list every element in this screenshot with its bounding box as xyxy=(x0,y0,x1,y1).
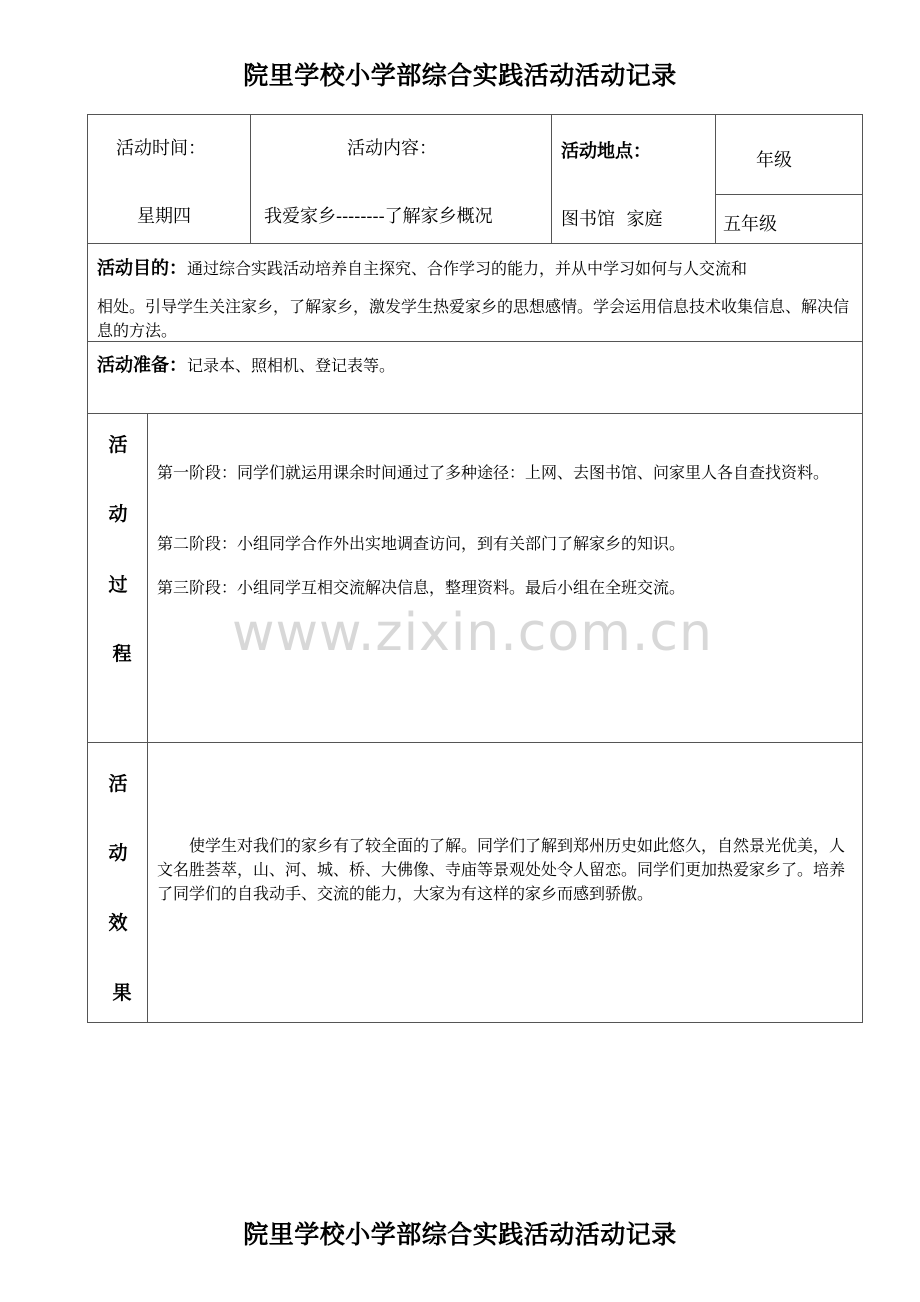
location-label: 活动地点： xyxy=(561,141,651,162)
time-value: 星期四 xyxy=(137,206,191,227)
row-divider-process xyxy=(87,742,863,743)
purpose-text-line2: 相处。引导学生关注家乡，了解家乡，激发学生热爱家乡的思想感情。学会运用信息技术收集信息、解决信息的方法。 xyxy=(97,297,850,340)
page-title-repeat: 院里学校小学部综合实践活动活动记录 xyxy=(243,1220,677,1249)
col-divider-3 xyxy=(715,114,716,243)
process-stage-1: 第一阶段：同学们就运用课余时间通过了多种途径：上网、去图书馆、问家里人各自查找资料。 xyxy=(157,463,830,482)
effect-text: 使学生对我们的家乡有了较全面的了解。同学们了解到郑州历史如此悠久，自然景光优美，人文名胜荟萃，山、河、城、桥、大佛像、寺庙等景观处处令人留恋。同学们更加热爱家乡了。培养了同学们的自我动手、交流的能力，大家为有这样的家乡而感到骄傲。 xyxy=(157,836,846,903)
col-divider-2 xyxy=(551,114,552,243)
purpose-block xyxy=(97,257,857,281)
process-label-char-1: 活 xyxy=(108,434,128,456)
effect-label-char-1: 活 xyxy=(108,773,128,795)
effect-label-char-2: 动 xyxy=(108,842,128,864)
location-value: 图书馆 家庭 xyxy=(561,209,663,230)
process-label-char-3: 过 xyxy=(108,574,128,596)
content-label: 活动内容： xyxy=(347,138,437,159)
preparation-text: 记录本、照相机、登记表等。 xyxy=(187,356,396,375)
content-value: 我爱家乡--------了解家乡概况 xyxy=(264,206,493,227)
effect-label-char-4: 果 xyxy=(112,982,132,1004)
process-label-char-4: 程 xyxy=(112,643,132,665)
label-col-divider xyxy=(147,413,148,1023)
watermark: www.zixin.com.cn xyxy=(232,603,713,663)
row-divider-preparation xyxy=(87,413,863,414)
process-stage-3: 第三阶段：小组同学互相交流解决信息，整理资料。最后小组在全班交流。 xyxy=(157,578,686,597)
time-label: 活动时间： xyxy=(116,138,206,159)
grade-label: 年级 xyxy=(756,150,792,171)
page-title: 院里学校小学部综合实践活动活动记录 xyxy=(243,61,677,90)
preparation-block xyxy=(97,354,857,378)
grade-divider xyxy=(715,194,863,195)
row-divider-header xyxy=(87,243,863,244)
process-label-char-2: 动 xyxy=(108,503,128,525)
grade-value: 五年级 xyxy=(723,214,777,235)
process-stage-2: 第二阶段：小组同学合作外出实地调查访问，到有关部门了解家乡的知识。 xyxy=(157,534,686,553)
col-divider-1 xyxy=(250,114,251,243)
effect-label-char-3: 效 xyxy=(108,912,128,934)
purpose-text-line1: 通过综合实践活动培养自主探究、合作学习的能力，并从中学习如何与人交流和 xyxy=(187,259,748,278)
purpose-label: 活动目的： xyxy=(97,258,187,279)
preparation-label: 活动准备： xyxy=(97,355,187,376)
